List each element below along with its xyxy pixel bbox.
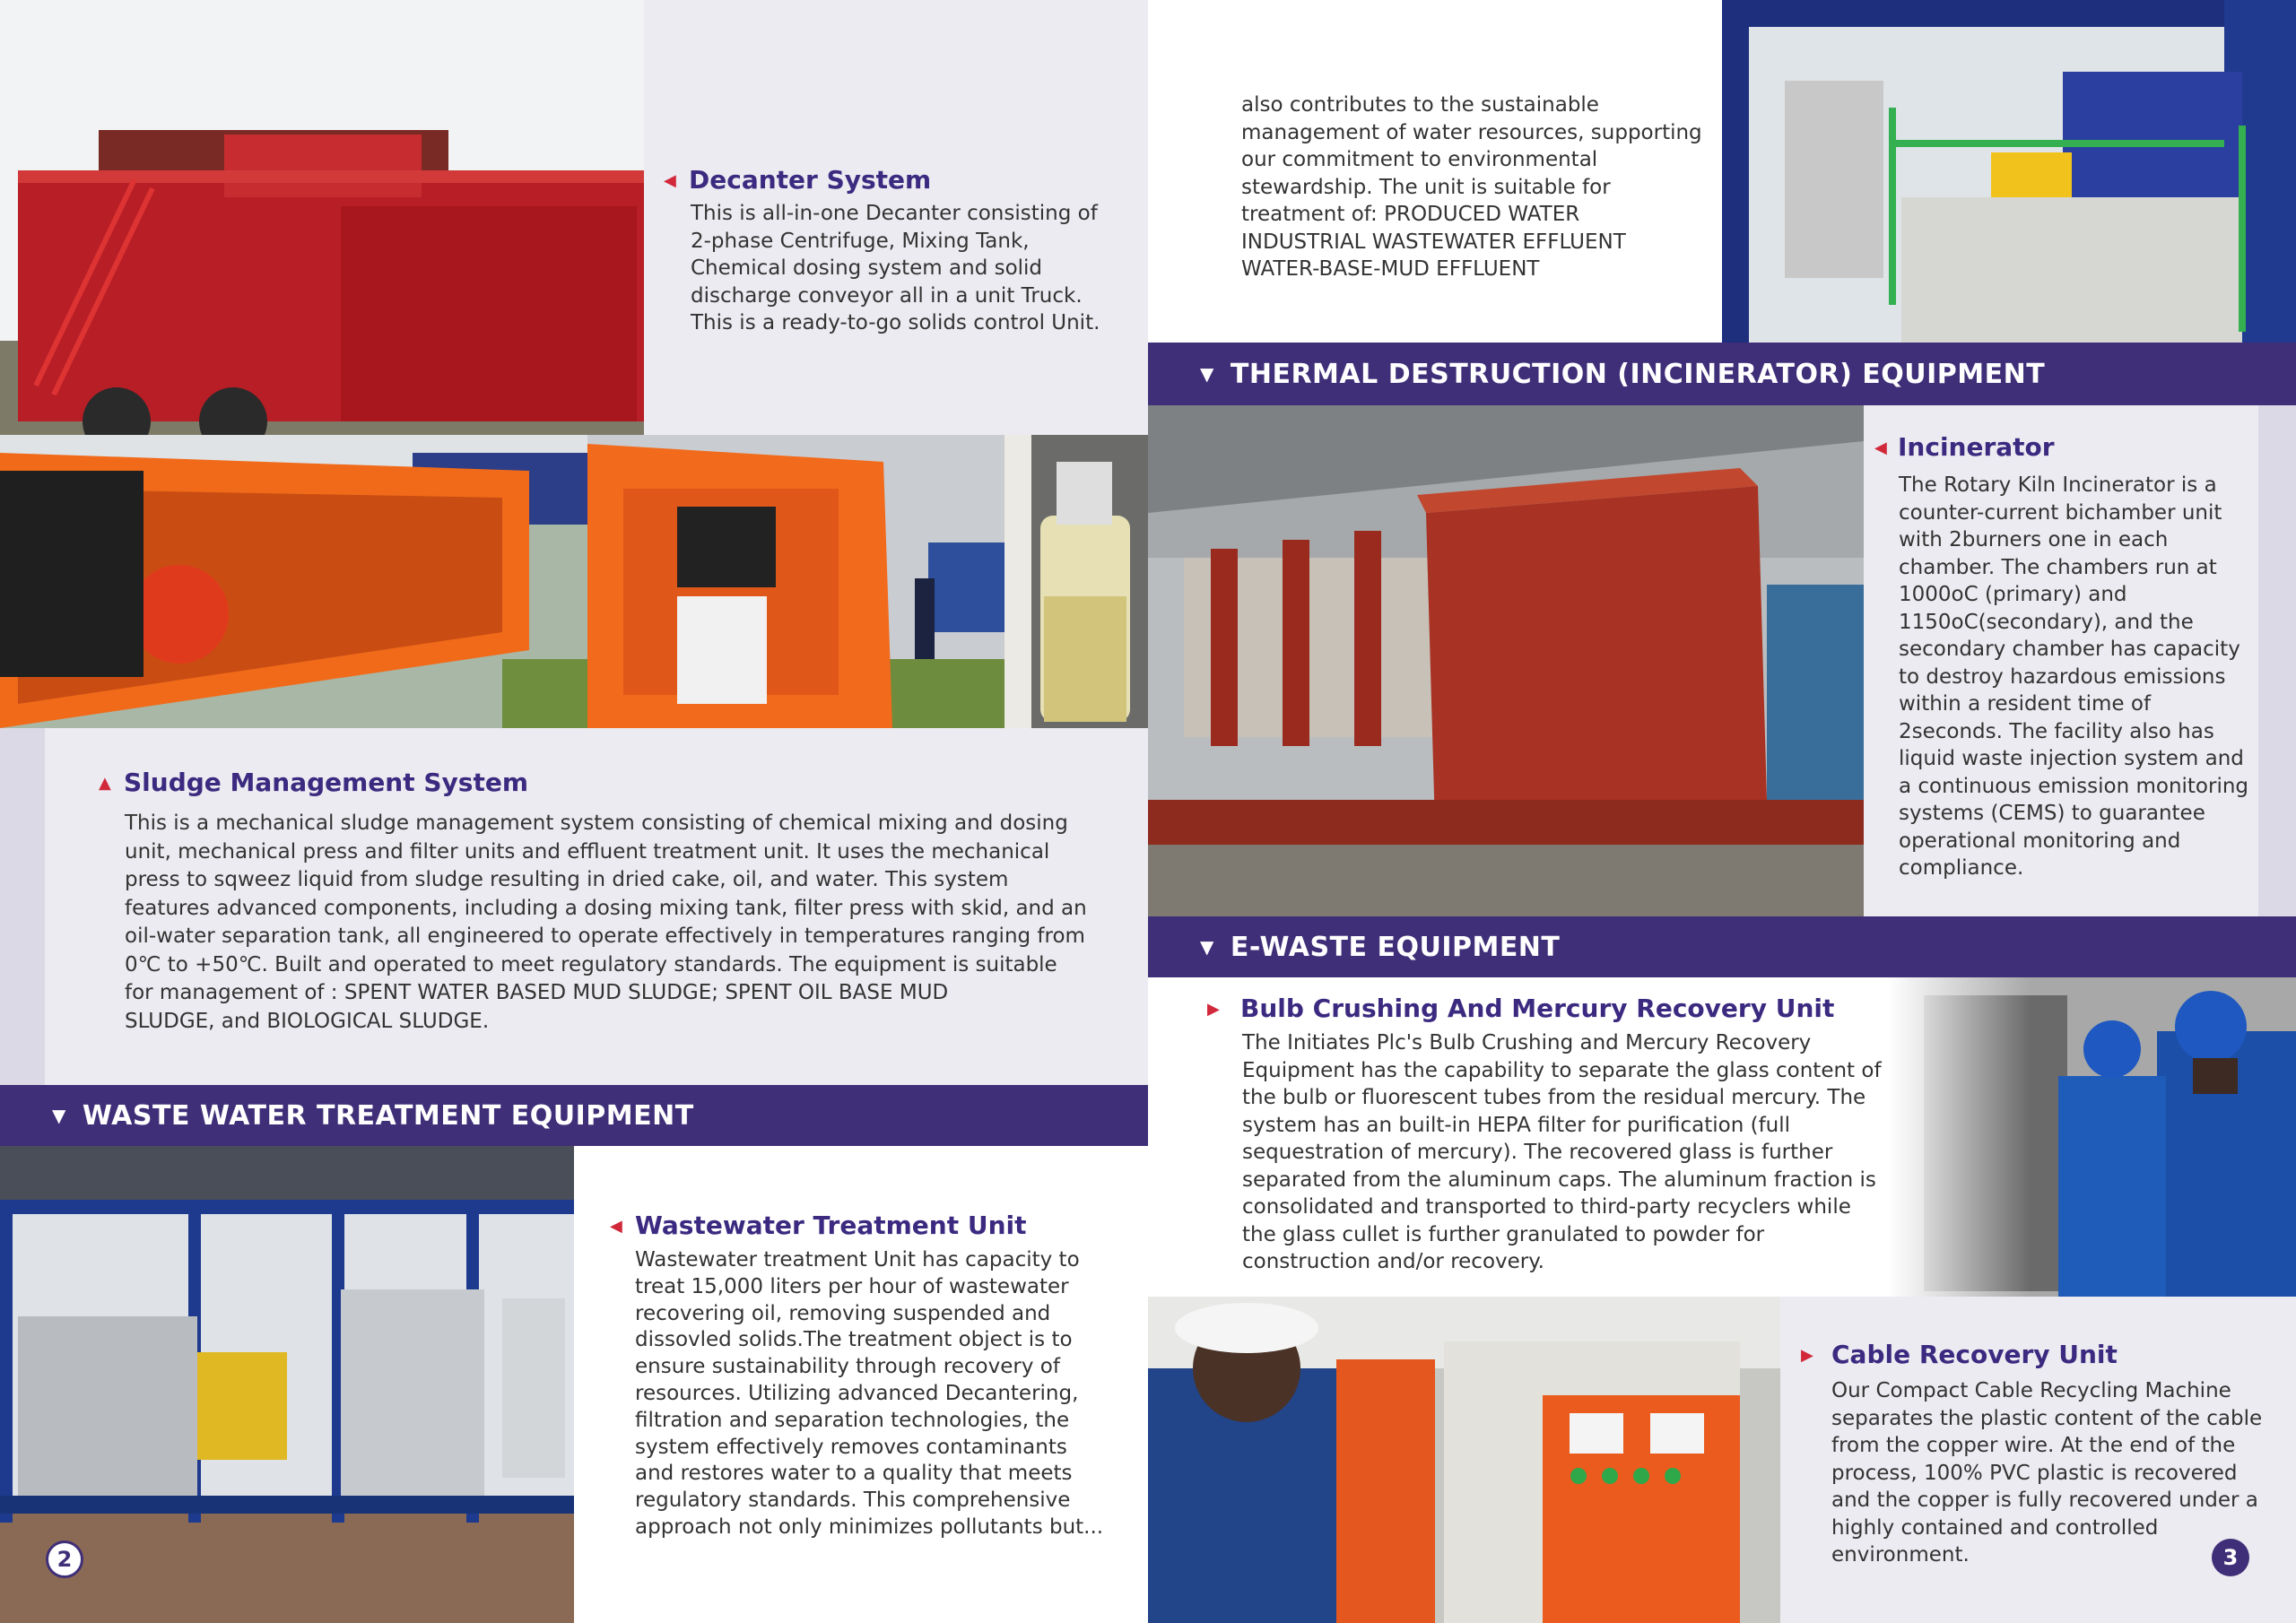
treatment-container-photo: [1722, 0, 2296, 343]
cable-body: Our Compact Cable Recycling Machine separates the plastic content of the cable from the copper wire. At the end of the process, 100% PVC plastic is recovered and the copper is fully recovered under a highly contained and controlled environment.: [1831, 1379, 2263, 1567]
thermal-heading: THERMAL DESTRUCTION (INCINERATOR) EQUIPMENT: [1230, 358, 2046, 390]
wastewater-continuation: also contributes to the sustainable management of water resources, supporting our commitment to environmental stewardship. The unit is suitable for treatment of: PRODUCED WATER INDUSTRIAL WASTEWATER EFFLUENT WATER-BASE-MUD EFFLUENT: [1241, 93, 1702, 281]
sludge-title: [99, 768, 528, 797]
thermal-band: [1148, 343, 2296, 405]
decanter-title-text: Decanter System: [689, 165, 932, 195]
cable-recovery-photo: [1148, 1297, 1780, 1623]
decanter-title: [664, 165, 931, 195]
page-number-right: 3: [2212, 1539, 2249, 1576]
incinerator-photo: [1148, 405, 1864, 916]
title-marker-icon: ▶: [1207, 1000, 1220, 1019]
title-marker-icon: ◀: [1874, 438, 1887, 457]
waste-water-band: [0, 1085, 1148, 1146]
water-sample-bottle-photo: [1004, 435, 1148, 728]
bulb-title: [1207, 994, 1834, 1023]
band-marker-icon: ▼: [1200, 363, 1214, 385]
bulb-body: The Initiates Plc's Bulb Crushing and Mercury Recovery Equipment has the capability to separate the glass content of the bulb or fluorescent tubes from the residual mercury. The system has an built-in HEPA filter for purification (full sequestration of mercury). The recovered glass is further separated from the aluminum caps. The aluminum fraction is consolidated and transported to third-party recyclers while the glass cullet is further granulated to powder for construction and/or recovery.: [1242, 1031, 1882, 1273]
page-number-left: 2: [46, 1541, 83, 1578]
band-marker-icon: ▼: [1200, 936, 1214, 958]
sludge-title-text: Sludge Management System: [124, 768, 529, 797]
band-marker-icon: ▼: [52, 1105, 66, 1126]
bulb-title-text: Bulb Crushing And Mercury Recovery Unit: [1240, 994, 1835, 1023]
bulb-crusher-photo: [1888, 977, 2296, 1297]
wastewater-title-text: Wastewater Treatment Unit: [635, 1211, 1027, 1240]
decanter-truck-photo: [0, 0, 644, 435]
title-marker-icon: ◀: [664, 171, 676, 190]
incinerator-title-text: Incinerator: [1898, 432, 2055, 462]
title-marker-icon: ▶: [1801, 1346, 1813, 1365]
incinerator-right-strip: [2258, 405, 2296, 916]
decanter-body: This is all-in-one Decanter consisting of 2-phase Centrifuge, Mixing Tank, Chemical dosing system and solid discharge conveyor all in a unit Truck. This is a ready-to-go solids control Unit.: [691, 202, 1100, 334]
title-marker-icon: ◀: [610, 1217, 622, 1236]
title-marker-icon: ▲: [99, 774, 111, 793]
wastewater-title: [610, 1211, 1027, 1240]
sludge-unit-photo-2: [587, 435, 1004, 728]
incinerator-body: The Rotary Kiln Incinerator is a counter-current bichamber unit with 2burners one in each chamber. The chambers run at 1000oC (primary) and 1150oC(secondary), and the secondary chamber has capacity to destroy hazardous emissions within a resident time of 2seconds. The facility also has liquid waste injection system and a continuous emission monitoring systems (CEMS) to guarantee operational monitoring and compliance.: [1899, 473, 2249, 880]
wastewater-unit-photo: [0, 1146, 574, 1623]
waste-water-heading: WASTE WATER TREATMENT EQUIPMENT: [82, 1099, 694, 1132]
sludge-unit-photo-1: [0, 435, 587, 728]
cable-title-text: Cable Recovery Unit: [1831, 1340, 2118, 1369]
incinerator-title: [1874, 432, 2055, 462]
ewaste-heading: E-WASTE EQUIPMENT: [1230, 931, 1561, 963]
sludge-body: This is a mechanical sludge management system consisting of chemical mixing and dosing unit, mechanical press and filter units and effluent treatment unit. It uses the mechanical press to sqweez liquid from sludge resulting in dried cake, oil, and water. This system features advanced components, including a dosing mixing tank, filter press with skid, and an oil-water separation tank, all engineered to operate effectively in temperatures ranging from 0℃ to +50℃. Built and operated to meet regulatory standards. The equipment is suitable for management of : SPENT WATER BASED MUD SLUDGE; SPENT OIL BASE MUD SLUDGE, and BIOLOGICAL SLUDGE.: [125, 812, 1087, 1033]
wastewater-body: Wastewater treatment Unit has capacity to treat 15,000 liters per hour of wastewater recovering oil, removing suspended and dissovled solids.The treatment object is to ensure sustainability through recovery of resources. Utilizing advanced Decantering, filtration and separation technologies, the system effectively removes contaminants and restores water to a quality that meets regulatory standards. This comprehensive approach not only minimizes pollutants but...: [635, 1248, 1104, 1539]
sludge-left-strip: [0, 728, 45, 1085]
cable-title: [1801, 1340, 2118, 1369]
ewaste-band: [1148, 916, 2296, 977]
